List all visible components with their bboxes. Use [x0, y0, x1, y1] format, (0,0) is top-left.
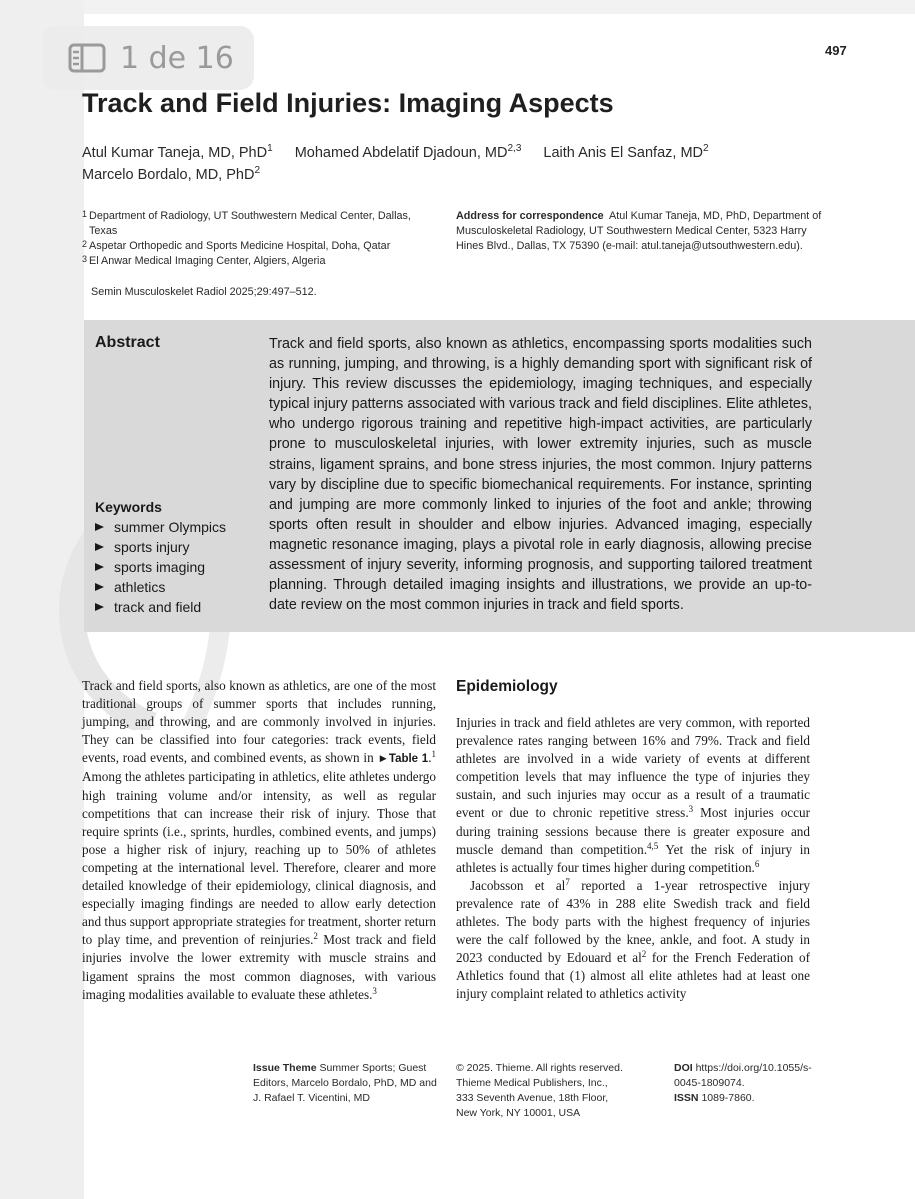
author-entry: Laith Anis El Sanfaz, $MD^2$ [543, 143, 709, 161]
author-entry: Mohamed Abdelatif Djadoun, MD$^{2,3}$ [294, 143, 522, 161]
keywords-list [95, 497, 265, 617]
affiliation-item: 1 Department of Radiology, UT Southwestern Medical Center, Dallas, Texas [82, 209, 411, 237]
keyword-item: track and field [95, 597, 265, 617]
keyword-item: sports imaging [95, 557, 265, 577]
arrow-icon [95, 603, 104, 611]
correspondence-address: Address for correspondence Atul Kumar Taneja, MD, PhD, Department of Musculoskeletal Radiology, UT Southwestern Medical Center, 5323 Harry Hines Blvd., Dallas, TX 75390 (e-mail: atul.taneja@utsouthwestern.edu). [456, 210, 822, 252]
footer-issue-theme: Issue Theme Summer Sports; Guest Editors, Marcelo Bordalo, PhD, MD and J. Rafael T. Vicentini, MD [253, 1062, 437, 1104]
table-1-link[interactable]: ►Table 1 [377, 753, 429, 766]
page-counter-text: 1 de 16 [120, 40, 234, 76]
author-entry: Atul Kumar Taneja, MD, PhD$^1$ [82, 143, 273, 161]
footer-doi: DOI https://doi.org/10.1055/s-0045-1809074. ISSN 1089-7860. [674, 1062, 812, 1104]
author-entry: Marcelo Bordalo, MD, PhD$^2$ [82, 165, 261, 183]
sidebar-icon[interactable] [68, 43, 106, 73]
epidemiology-paragraph: Injuries in track and field athletes are very common, with reported prevalence rates ranging between 16% and 79%. Track and field athletes are involved in a wide variety of events at different competition levels that may influence the type of injuries they sustain, and such injuries may occur as a result of a traumatic event or due to chronic repetitive stress.$^3$ Most injuries occur during training sessions because there is greater exposure and muscle demand than competition.$^{4,5}$ Yet the risk of injury in athletes is actually four times higher during competition.$^6$ [456, 715, 810, 875]
affiliations [82, 209, 432, 269]
keywords-heading: Keywords [95, 499, 162, 515]
page-counter-badge[interactable] [42, 26, 254, 90]
keyword-item: summer Olympics [95, 517, 265, 537]
affiliation-item: 3 El Anwar Medical Imaging Center, Algiers, Algeria [82, 254, 326, 267]
journal-citation: Semin Musculoskelet Radiol 2025;29:497–512. [91, 286, 317, 298]
arrow-icon [95, 543, 104, 551]
epidemiology-heading: Epidemiology [456, 678, 558, 695]
viewer-top-strip [84, 0, 915, 14]
footer-copyright: © 2025. Thieme. All rights reserved. Thieme Medical Publishers, Inc., 333 Seventh Avenue, 18th Floor, New York, NY 10001, USA [456, 1062, 623, 1119]
abstract-text: Track and field sports, also known as athletics, encompassing sports modalities such as running, jumping, and throwing, is a highly demanding sport with significant risk of injury. This review discusses the epidemiology, imaging techniques, and especially typical injury patterns associated with various track and field disciplines. Elite athletes, who undergo rigorous training and repetitive high-impact activities, are particularly prone to musculoskeletal injuries, with lower extremity injuries, such as muscle strains, ligament sprains, and bone stress injuries, the most common. Injury patterns vary by discipline due to specific biomechanical requirements. For instance, sprinting and jumping are more commonly linked to injuries of the foot and ankle; throwing sports often result in shoulder and elbow injuries. Advanced imaging, especially magnetic resonance imaging, plays a pivotal role in early diagnosis, allowing precise assessment of injury severity, informing prognosis, and supporting tailored treatment planning. Through detailed imaging insights and illustrations, we provide an up-to-date review on the most common injuries in track and field sports. [269, 336, 812, 614]
doi-link[interactable]: https://doi.org/10.1055/s-0045-1809074. [674, 1062, 812, 1089]
arrow-icon [95, 523, 104, 531]
abstract-heading: Abstract [95, 334, 160, 351]
epidemiology-text [456, 714, 810, 1004]
article-title: Track and Field Injuries: Imaging Aspects [82, 88, 614, 118]
arrow-icon [95, 583, 104, 591]
affiliation-item: 2 Aspetar Orthopedic and Sports Medicine Hospital, Doha, Qatar [82, 239, 391, 252]
epidemiology-paragraph: Jacobsson et $al^7$ reported a 1-year retrospective injury prevalence rate of 43% in 288 elite Swedish track and field athletes. The body parts with the highest frequency of injuries were the calf followed by the knee, ankle, and foot. A study in 2023 conducted by Edouard et $al^2$ for the French Federation of Athletics found that (1) almost all elite athletes had at least one injury complaint related to athletics activity [456, 876, 810, 1002]
keyword-item: athletics [95, 577, 265, 597]
arrow-icon [95, 563, 104, 571]
author-list [82, 142, 782, 186]
page-number: 497 [825, 43, 847, 58]
intro-paragraph: Track and field sports, also known as athletics, are one of the most traditional groups of summer sports that includes running, jumping, and throwing, and are commonly involved in injuries. They can be classified into four categories: track events, field events, road events, and combined events, as shown in ►Table 1.$^1$ Among the athletes participating in athletics, elite athletes undergo high training volume and/or intensity, as well as regular competitions that can increase their risk of injury. Those that require sprints (i.e., sprints, hurdles, combined events, and jumps) pose a higher risk of injury, reaching up to 50% of athletes competing at the international level. Therefore, clearer and more detailed knowledge of their epidemiology, clinical diagnosis, and especially imaging findings are needed to allow early detection and thus support appropriate strategies for treatment, shorter return to play time, and prevention of reinjuries.$^2$ Most track and field injuries involve the lower extremity with muscle strains and ligament sprains the most common diagnoses, with various imaging modalities available to evaluate these athletes.$^3$ [82, 678, 436, 1002]
keyword-item: sports injury [95, 537, 265, 557]
